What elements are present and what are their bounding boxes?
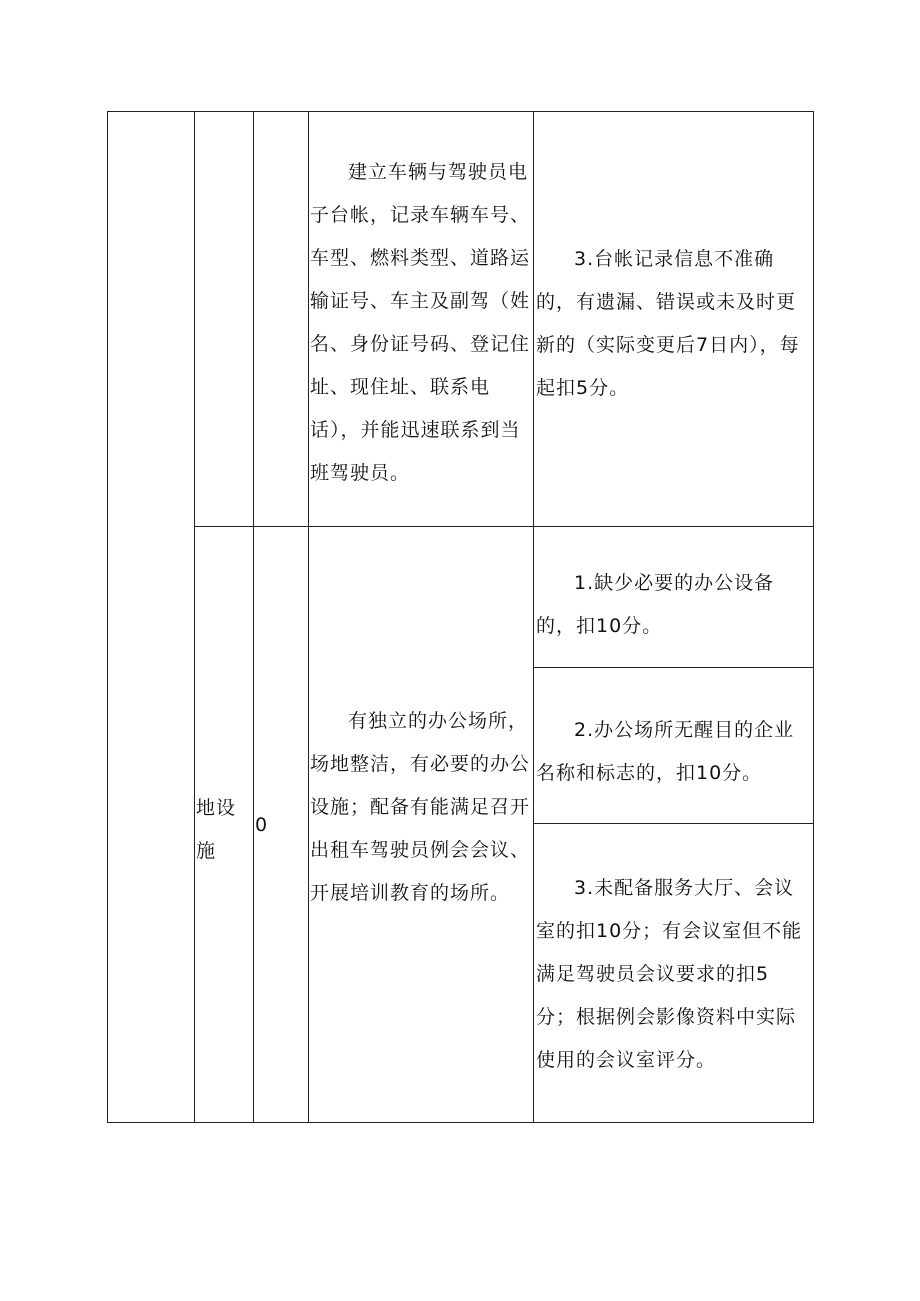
row1-deduction-3-text: 3.台帐记录信息不准确的，有遗漏、错误或未及时更新的（实际变更后7日内），每起扣5分。: [536, 248, 800, 399]
row2-score-text: 0: [255, 814, 269, 836]
row2-deduction-2-cell: [536, 709, 808, 795]
row2-deduction-3-cell: [536, 867, 808, 1082]
row1-requirement-cell: [310, 151, 532, 495]
table-border-top: [107, 111, 814, 112]
table-border-bottom: [107, 1122, 814, 1123]
deduction-divider-1: [533, 667, 814, 668]
row2-deduction-1-text: 1.缺少必要的办公设备的，扣10分。: [536, 572, 775, 637]
row2-score-cell: [255, 804, 295, 847]
row2-deduction-3-text: 3.未配备服务大厅、会议室的扣10分；有会议室但不能满足驾驶员会议要求的扣5分；根据例会影像资料中实际使用的会议室评分。: [536, 877, 803, 1071]
row2-requirement-text: 有独立的办公场所，场地整洁，有必要的办公设施；配备有能满足召开出租车驾驶员例会会议、开展培训教育的场所。: [310, 710, 531, 904]
table-border-left: [107, 111, 108, 1123]
table-row-divider: [194, 526, 814, 527]
row2-deduction-2-text: 2.办公场所无醒目的企业名称和标志的，扣10分。: [536, 719, 795, 784]
row2-item-label-text: 地设施: [196, 797, 237, 862]
row1-deduction-cell: [536, 238, 808, 410]
row1-requirement-text: 建立车辆与驾驶员电子台帐，记录车辆车号、车型、燃料类型、道路运输证号、车主及副驾（姓名、身份证号码、登记住址、现住址、联系电话），并能迅速联系到当班驾驶员。: [310, 161, 531, 484]
table-col-divider-3: [308, 111, 309, 1123]
table-border-right: [813, 111, 814, 1123]
table-col-divider-2: [253, 111, 254, 1123]
table-col-divider-1: [194, 111, 195, 1123]
row2-requirement-cell: [310, 700, 532, 915]
deduction-divider-2: [533, 823, 814, 824]
row2-item-label-cell: [196, 787, 246, 873]
row2-deduction-1-cell: [536, 562, 808, 648]
table-col-divider-4: [533, 111, 534, 1123]
